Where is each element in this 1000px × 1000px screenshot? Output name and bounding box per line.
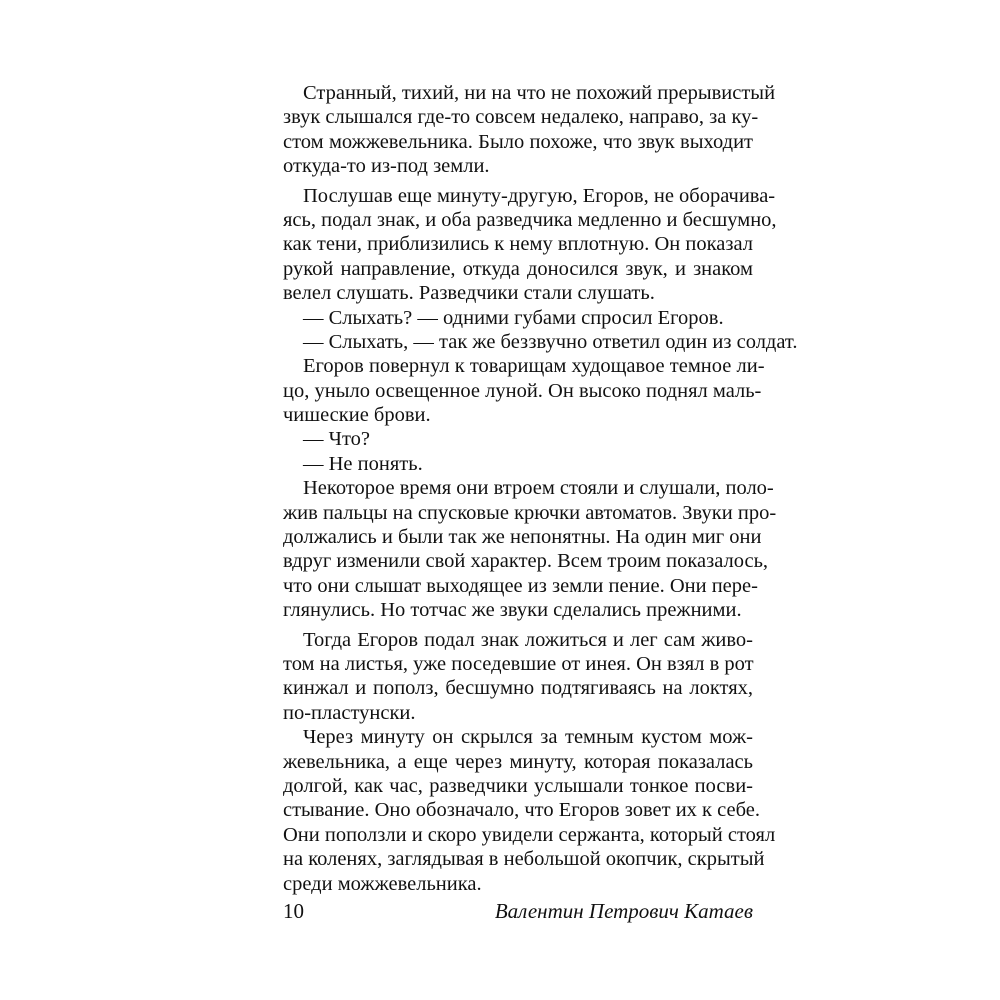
text-line: глянулись. Но тотчас же звуки сделались прежними. xyxy=(283,599,742,622)
paragraph xyxy=(283,476,777,622)
text-line: — Слыхать? — одними губами спросил Егоров. xyxy=(303,306,724,329)
paragraph xyxy=(283,628,753,726)
paragraph xyxy=(283,306,753,330)
text-line: кинжал и пополз, бесшумно подтягиваясь на локтях, xyxy=(283,677,753,700)
text-line: должались и были так же непонятны. На один миг они xyxy=(283,526,762,549)
text-line: Странный, тихий, ни на что не похожий прерывистый xyxy=(303,82,776,104)
text-line: Послушав еще минуту-другую, Егоров, не оборачива- xyxy=(303,184,776,207)
author-name: Валентин Петрович Катаев xyxy=(494,899,753,923)
text-line: чишеские брови. xyxy=(283,404,431,427)
paragraph xyxy=(283,452,753,476)
text-line: Некоторое время они втроем стояли и слушали, поло- xyxy=(303,477,774,500)
text-line: велел слушать. Разведчики стали слушать. xyxy=(283,282,655,305)
text-line: Они поползли и скоро увидели сержанта, который стоял xyxy=(283,823,776,846)
text-line: Через минуту он скрылся за темным кустом мож- xyxy=(303,726,753,749)
text-line: — Слыхать, — так же беззвучно ответил один из солдат. xyxy=(303,330,798,353)
page-text xyxy=(283,81,798,896)
paragraph xyxy=(283,81,776,179)
paragraph xyxy=(283,184,777,306)
text-line: на коленях, заглядывая в небольшой окопчик, скрытый xyxy=(283,848,765,871)
text-line: жевельника, а еще через минуту, которая показалась xyxy=(283,750,753,773)
text-line: том на листья, уже поседевшие от инея. Он взял в рот xyxy=(283,652,754,675)
text-line: как тени, приблизились к нему вплотную. Он показал xyxy=(283,233,753,256)
paragraph xyxy=(283,354,765,427)
text-line: жив пальцы на спусковые крючки автоматов. Звуки про- xyxy=(283,501,777,524)
paragraph xyxy=(283,330,798,354)
text-line: стывание. Оно обозначало, что Егоров зовет их к себе. xyxy=(283,799,760,822)
text-line: вдруг изменили свой характер. Всем троим показалось, xyxy=(283,550,769,573)
text-line: Тогда Егоров подал знак ложиться и лег сам живо- xyxy=(303,628,753,651)
text-line: среди можжевельника. xyxy=(283,872,482,895)
text-line: — Не понять. xyxy=(303,452,423,475)
page-footer xyxy=(283,896,753,926)
paragraph xyxy=(283,725,776,896)
text-line: звук слышался где-то совсем недалеко, направо, за ку- xyxy=(283,106,759,129)
text-line: рукой направление, откуда доносился звук, и знаком xyxy=(283,257,753,280)
text-line: цо, уныло освещенное луной. Он высоко поднял маль- xyxy=(283,379,762,402)
text-line: ясь, подал знак, и оба разведчика медленно и бесшумно, xyxy=(283,208,777,231)
text-line: что они слышат выходящее из земли пение. Они пере- xyxy=(283,574,758,597)
text-line: долгой, как час, разведчики услышали тонкое посви- xyxy=(283,774,753,797)
page-number: 10 xyxy=(283,899,304,923)
paragraph xyxy=(283,427,753,451)
text-line: Егоров повернул к товарищам худощавое темное ли- xyxy=(303,355,765,378)
text-line: по-пластунски. xyxy=(283,701,416,724)
text-line: откуда-то из-под земли. xyxy=(283,155,490,178)
text-line: — Что? xyxy=(303,428,370,451)
text-line: стом можжевельника. Было похоже, что звук выходит xyxy=(283,130,753,153)
